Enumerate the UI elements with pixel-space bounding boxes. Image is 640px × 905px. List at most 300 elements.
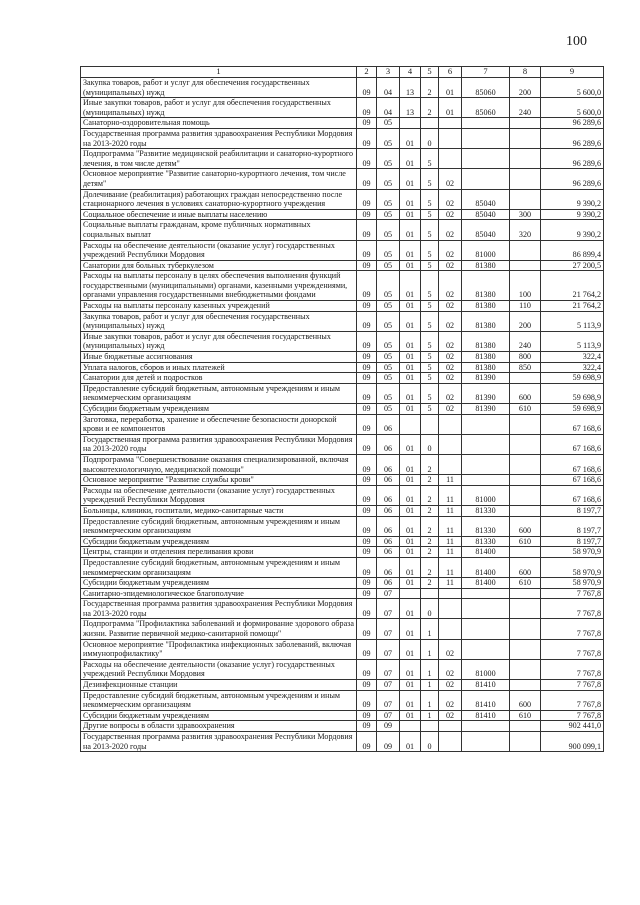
code-measure: 11 (439, 547, 462, 558)
code-measure: 02 (439, 311, 462, 331)
row-description: Другие вопросы в области здравоохранения (81, 721, 357, 732)
code-subsection: 05 (377, 271, 400, 301)
row-amount: 58 970,9 (541, 547, 604, 558)
code-direction (462, 639, 510, 659)
code-subprogram: 0 (421, 599, 439, 619)
row-amount: 67 168,6 (541, 485, 604, 505)
code-subsection: 04 (377, 98, 400, 118)
code-subsection: 06 (377, 536, 400, 547)
code-measure: 11 (439, 485, 462, 505)
row-amount: 86 899,4 (541, 240, 604, 260)
code-program: 01 (400, 710, 421, 721)
row-amount: 8 197,7 (541, 536, 604, 547)
row-amount: 9 390,2 (541, 220, 604, 240)
table-row (81, 78, 604, 98)
row-amount: 5 113,9 (541, 311, 604, 331)
code-measure: 02 (439, 169, 462, 189)
code-direction (462, 454, 510, 474)
code-expense-type (510, 599, 541, 619)
code-section: 09 (357, 454, 377, 474)
code-subsection: 05 (377, 383, 400, 403)
code-section: 09 (357, 362, 377, 373)
code-section: 09 (357, 189, 377, 209)
code-program: 01 (400, 240, 421, 260)
table-row (81, 362, 604, 373)
code-expense-type (510, 547, 541, 558)
code-expense-type: 610 (510, 404, 541, 415)
row-description: Государственная программа развития здравоохранения Республики Мордовия на 2013-2020 годы (81, 732, 357, 752)
code-program: 01 (400, 680, 421, 691)
code-subsection: 05 (377, 118, 400, 129)
row-description: Основное мероприятие "Профилактика инфекционных заболеваний, включая иммунопрофилактику" (81, 639, 357, 659)
code-measure (439, 599, 462, 619)
code-program: 01 (400, 434, 421, 454)
code-direction: 81330 (462, 505, 510, 516)
code-subprogram: 5 (421, 220, 439, 240)
table-row (81, 404, 604, 415)
code-expense-type (510, 619, 541, 639)
code-direction: 81390 (462, 383, 510, 403)
code-section: 09 (357, 599, 377, 619)
code-section: 09 (357, 311, 377, 331)
code-subsection: 06 (377, 578, 400, 589)
code-direction: 85040 (462, 189, 510, 209)
code-section: 09 (357, 260, 377, 271)
table-row (81, 240, 604, 260)
code-section: 09 (357, 536, 377, 547)
code-expense-type (510, 680, 541, 691)
code-subprogram: 2 (421, 78, 439, 98)
code-direction: 81400 (462, 547, 510, 558)
code-program: 01 (400, 659, 421, 679)
page-number: 100 (566, 34, 587, 49)
row-description: Центры, станции и отделения переливания крови (81, 547, 357, 558)
code-subprogram: 2 (421, 475, 439, 486)
code-subsection: 07 (377, 710, 400, 721)
row-amount: 67 168,6 (541, 434, 604, 454)
code-subprogram: 5 (421, 240, 439, 260)
code-section: 09 (357, 516, 377, 536)
code-subsection: 06 (377, 516, 400, 536)
code-program: 01 (400, 220, 421, 240)
row-amount: 900 099,1 (541, 732, 604, 752)
code-program: 01 (400, 536, 421, 547)
row-amount: 9 390,2 (541, 209, 604, 220)
code-program: 13 (400, 78, 421, 98)
code-subprogram: 2 (421, 98, 439, 118)
row-amount: 7 767,8 (541, 639, 604, 659)
code-direction (462, 118, 510, 129)
code-subsection: 05 (377, 331, 400, 351)
code-program: 01 (400, 373, 421, 384)
code-direction (462, 732, 510, 752)
code-program: 01 (400, 149, 421, 169)
code-section: 09 (357, 680, 377, 691)
code-subsection: 06 (377, 557, 400, 577)
code-subprogram (421, 588, 439, 599)
column-header: 8 (510, 67, 541, 78)
row-description: Субсидии бюджетным учреждениям (81, 578, 357, 589)
code-subprogram: 5 (421, 169, 439, 189)
code-expense-type: 200 (510, 311, 541, 331)
code-measure: 02 (439, 271, 462, 301)
table-row (81, 189, 604, 209)
row-description: Закупка товаров, работ и услуг для обеспечения государственных (муниципальных) нужд (81, 78, 357, 98)
row-amount: 8 197,7 (541, 505, 604, 516)
code-subsection: 05 (377, 220, 400, 240)
code-subprogram: 1 (421, 659, 439, 679)
table-row (81, 516, 604, 536)
row-amount: 27 200,5 (541, 260, 604, 271)
code-measure (439, 721, 462, 732)
code-subsection: 06 (377, 485, 400, 505)
code-subprogram: 5 (421, 271, 439, 301)
code-expense-type (510, 475, 541, 486)
row-description: Предоставление субсидий бюджетным, автономным учреждениям и иным некоммерческим организациям (81, 557, 357, 577)
code-direction: 81000 (462, 485, 510, 505)
row-description: Иные закупки товаров, работ и услуг для обеспечения государственных (муниципальных) нужд (81, 98, 357, 118)
code-expense-type: 600 (510, 516, 541, 536)
code-expense-type: 850 (510, 362, 541, 373)
code-program: 01 (400, 599, 421, 619)
code-subsection: 05 (377, 404, 400, 415)
code-subsection: 05 (377, 149, 400, 169)
code-section: 09 (357, 404, 377, 415)
code-expense-type (510, 373, 541, 384)
row-description: Государственная программа развития здравоохранения Республики Мордовия на 2013-2020 годы (81, 434, 357, 454)
code-program: 01 (400, 271, 421, 301)
row-description: Расходы на выплаты персоналу в целях обеспечения выполнения функций государственными (муниципальными) органами, казенными учреждениями, органами управления государственными внебюджетными фондами (81, 271, 357, 301)
code-subsection: 06 (377, 547, 400, 558)
code-measure: 02 (439, 301, 462, 312)
code-subsection: 07 (377, 599, 400, 619)
table-row (81, 169, 604, 189)
code-direction (462, 599, 510, 619)
code-measure (439, 414, 462, 434)
code-section: 09 (357, 118, 377, 129)
code-measure: 02 (439, 240, 462, 260)
row-amount: 67 168,6 (541, 454, 604, 474)
code-expense-type (510, 639, 541, 659)
code-expense-type: 240 (510, 331, 541, 351)
table-body (81, 78, 604, 752)
row-description: Субсидии бюджетным учреждениям (81, 710, 357, 721)
row-description: Санатории для детей и подростков (81, 373, 357, 384)
code-direction (462, 128, 510, 148)
code-direction (462, 149, 510, 169)
code-expense-type: 610 (510, 536, 541, 547)
code-program: 01 (400, 485, 421, 505)
code-direction: 85040 (462, 220, 510, 240)
code-expense-type: 110 (510, 301, 541, 312)
code-subsection: 07 (377, 588, 400, 599)
code-measure: 02 (439, 690, 462, 710)
row-description: Государственная программа развития здравоохранения Республики Мордовия на 2013-2020 годы (81, 128, 357, 148)
row-amount: 322,4 (541, 362, 604, 373)
code-measure (439, 434, 462, 454)
code-direction: 85040 (462, 209, 510, 220)
row-amount: 5 600,0 (541, 78, 604, 98)
code-subprogram: 2 (421, 516, 439, 536)
code-section: 09 (357, 557, 377, 577)
row-description: Государственная программа развития здравоохранения Республики Мордовия на 2013-2020 годы (81, 599, 357, 619)
table-row (81, 331, 604, 351)
code-section: 09 (357, 301, 377, 312)
code-direction: 81000 (462, 240, 510, 260)
table-row (81, 414, 604, 434)
code-subsection: 06 (377, 434, 400, 454)
code-direction (462, 475, 510, 486)
code-expense-type: 800 (510, 352, 541, 363)
table-row (81, 619, 604, 639)
table-row (81, 639, 604, 659)
code-subprogram: 1 (421, 619, 439, 639)
code-program: 01 (400, 260, 421, 271)
code-direction: 81330 (462, 536, 510, 547)
code-program: 01 (400, 311, 421, 331)
code-expense-type: 610 (510, 578, 541, 589)
table-row (81, 505, 604, 516)
row-amount: 7 767,8 (541, 710, 604, 721)
code-section: 09 (357, 331, 377, 351)
code-section: 09 (357, 619, 377, 639)
code-direction: 85060 (462, 78, 510, 98)
code-expense-type (510, 240, 541, 260)
code-program: 01 (400, 690, 421, 710)
code-section: 09 (357, 721, 377, 732)
code-section: 09 (357, 639, 377, 659)
row-amount: 59 698,9 (541, 373, 604, 384)
code-program: 01 (400, 475, 421, 486)
code-subsection: 05 (377, 311, 400, 331)
code-program: 01 (400, 547, 421, 558)
code-program: 01 (400, 639, 421, 659)
row-amount: 7 767,8 (541, 690, 604, 710)
code-measure: 11 (439, 536, 462, 547)
code-section: 09 (357, 475, 377, 486)
code-measure: 01 (439, 98, 462, 118)
code-expense-type (510, 128, 541, 148)
code-direction: 81380 (462, 260, 510, 271)
code-expense-type (510, 169, 541, 189)
code-section: 09 (357, 485, 377, 505)
code-section: 09 (357, 578, 377, 589)
code-subprogram (421, 118, 439, 129)
code-measure: 02 (439, 352, 462, 363)
code-section: 09 (357, 78, 377, 98)
code-program (400, 414, 421, 434)
code-expense-type: 610 (510, 710, 541, 721)
row-amount: 96 289,6 (541, 118, 604, 129)
code-expense-type: 320 (510, 220, 541, 240)
code-program: 01 (400, 362, 421, 373)
code-expense-type: 600 (510, 557, 541, 577)
code-subprogram: 5 (421, 209, 439, 220)
row-amount: 902 441,0 (541, 721, 604, 732)
code-section: 09 (357, 128, 377, 148)
code-subprogram: 5 (421, 404, 439, 415)
code-expense-type: 600 (510, 690, 541, 710)
code-program: 01 (400, 516, 421, 536)
code-expense-type (510, 149, 541, 169)
code-program: 01 (400, 383, 421, 403)
row-description: Подпрограмма "Развитие медицинской реабилитации и санаторно-курортного лечения, в том числе детям" (81, 149, 357, 169)
code-subsection: 09 (377, 721, 400, 732)
code-subsection: 06 (377, 414, 400, 434)
code-subsection: 07 (377, 659, 400, 679)
code-subsection: 05 (377, 301, 400, 312)
code-subprogram: 2 (421, 557, 439, 577)
code-expense-type (510, 118, 541, 129)
row-description: Санитарно-эпидемиологическое благополучие (81, 588, 357, 599)
table-row (81, 271, 604, 301)
code-direction: 81330 (462, 516, 510, 536)
table-row (81, 301, 604, 312)
code-section: 09 (357, 383, 377, 403)
code-section: 09 (357, 505, 377, 516)
code-subprogram: 2 (421, 547, 439, 558)
code-direction (462, 619, 510, 639)
row-description: Основное мероприятие "Развитие санаторно-курортного лечения, том числе детям" (81, 169, 357, 189)
code-subprogram: 0 (421, 434, 439, 454)
code-direction: 81410 (462, 710, 510, 721)
code-expense-type (510, 454, 541, 474)
column-header: 5 (421, 67, 439, 78)
code-subsection: 05 (377, 373, 400, 384)
row-amount: 96 289,6 (541, 149, 604, 169)
table-row (81, 98, 604, 118)
code-section: 09 (357, 690, 377, 710)
code-subprogram: 2 (421, 536, 439, 547)
column-header: 6 (439, 67, 462, 78)
row-amount: 21 764,2 (541, 301, 604, 312)
code-measure: 02 (439, 710, 462, 721)
row-description: Долечивание (реабилитация) работающих граждан непосредственно после стационарного лечения в условиях санаторно-курортного учреждения (81, 189, 357, 209)
table-row (81, 260, 604, 271)
code-subsection: 05 (377, 189, 400, 209)
code-subprogram: 5 (421, 373, 439, 384)
code-direction: 81390 (462, 404, 510, 415)
code-section: 09 (357, 547, 377, 558)
table-row (81, 557, 604, 577)
row-description: Предоставление субсидий бюджетным, автономным учреждениям и иным некоммерческим организациям (81, 383, 357, 403)
code-measure: 02 (439, 362, 462, 373)
code-direction: 81390 (462, 373, 510, 384)
code-section: 09 (357, 169, 377, 189)
code-expense-type (510, 732, 541, 752)
row-description: Социальные выплаты гражданам, кроме публичных нормативных социальных выплат (81, 220, 357, 240)
row-description: Расходы на обеспечение деятельности (оказание услуг) государственных учреждений Республики Мордовия (81, 485, 357, 505)
code-expense-type (510, 434, 541, 454)
code-direction: 81380 (462, 331, 510, 351)
table-row (81, 536, 604, 547)
code-expense-type (510, 588, 541, 599)
row-amount: 8 197,7 (541, 516, 604, 536)
row-description: Подпрограмма "Профилактика заболеваний и формирование здорового образа жизни. Развитие первичной медико-санитарной помощи" (81, 619, 357, 639)
code-expense-type (510, 260, 541, 271)
code-subprogram: 0 (421, 128, 439, 148)
code-measure: 02 (439, 331, 462, 351)
code-direction: 81400 (462, 578, 510, 589)
code-direction (462, 721, 510, 732)
row-description: Расходы на обеспечение деятельности (оказание услуг) государственных учреждений Республики Мордовия (81, 240, 357, 260)
table-row (81, 588, 604, 599)
table-row (81, 732, 604, 752)
table-row (81, 475, 604, 486)
code-program: 01 (400, 189, 421, 209)
code-direction: 81410 (462, 680, 510, 691)
code-program: 01 (400, 732, 421, 752)
code-section: 09 (357, 659, 377, 679)
code-expense-type: 200 (510, 78, 541, 98)
code-section: 09 (357, 209, 377, 220)
code-program: 01 (400, 404, 421, 415)
code-measure: 02 (439, 260, 462, 271)
row-description: Предоставление субсидий бюджетным, автономным учреждениям и иным некоммерческим организациям (81, 690, 357, 710)
code-subprogram (421, 721, 439, 732)
code-measure (439, 118, 462, 129)
code-expense-type: 600 (510, 383, 541, 403)
code-subsection: 06 (377, 454, 400, 474)
row-description: Социальное обеспечение и иные выплаты населению (81, 209, 357, 220)
table-row (81, 680, 604, 691)
column-header: 3 (377, 67, 400, 78)
code-program: 01 (400, 128, 421, 148)
code-program: 01 (400, 169, 421, 189)
code-direction: 81400 (462, 557, 510, 577)
code-measure (439, 588, 462, 599)
code-subprogram: 5 (421, 352, 439, 363)
row-amount: 322,4 (541, 352, 604, 363)
row-amount: 7 767,8 (541, 599, 604, 619)
code-section: 09 (357, 271, 377, 301)
table-row (81, 547, 604, 558)
row-description: Санатории для больных туберкулезом (81, 260, 357, 271)
row-amount: 5 600,0 (541, 98, 604, 118)
code-direction: 81380 (462, 352, 510, 363)
row-description: Расходы на выплаты персоналу казенных учреждений (81, 301, 357, 312)
column-header: 2 (357, 67, 377, 78)
code-measure: 11 (439, 516, 462, 536)
code-direction: 85060 (462, 98, 510, 118)
code-section: 09 (357, 434, 377, 454)
code-expense-type: 100 (510, 271, 541, 301)
code-measure (439, 149, 462, 169)
table-row (81, 434, 604, 454)
row-description: Субсидии бюджетным учреждениям (81, 404, 357, 415)
code-section: 09 (357, 149, 377, 169)
code-subprogram: 0 (421, 732, 439, 752)
row-description: Подпрограмма "Совершенствование оказания специализированной, включая высокотехнологичную, медицинской помощи" (81, 454, 357, 474)
code-expense-type (510, 659, 541, 679)
code-measure: 02 (439, 373, 462, 384)
row-amount: 96 289,6 (541, 128, 604, 148)
row-description: Иные закупки товаров, работ и услуг для обеспечения государственных (муниципальных) нужд (81, 331, 357, 351)
code-measure: 02 (439, 404, 462, 415)
code-subsection: 04 (377, 78, 400, 98)
code-program: 01 (400, 352, 421, 363)
code-direction: 81410 (462, 690, 510, 710)
code-subsection: 07 (377, 639, 400, 659)
code-section: 09 (357, 98, 377, 118)
code-section: 09 (357, 352, 377, 363)
row-description: Закупка товаров, работ и услуг для обеспечения государственных (муниципальных) нужд (81, 311, 357, 331)
code-program (400, 588, 421, 599)
code-program (400, 118, 421, 129)
row-description: Заготовка, переработка, хранение и обеспечение безопасности донорской крови и ее компонентов (81, 414, 357, 434)
code-subprogram: 2 (421, 485, 439, 505)
code-direction: 81380 (462, 311, 510, 331)
